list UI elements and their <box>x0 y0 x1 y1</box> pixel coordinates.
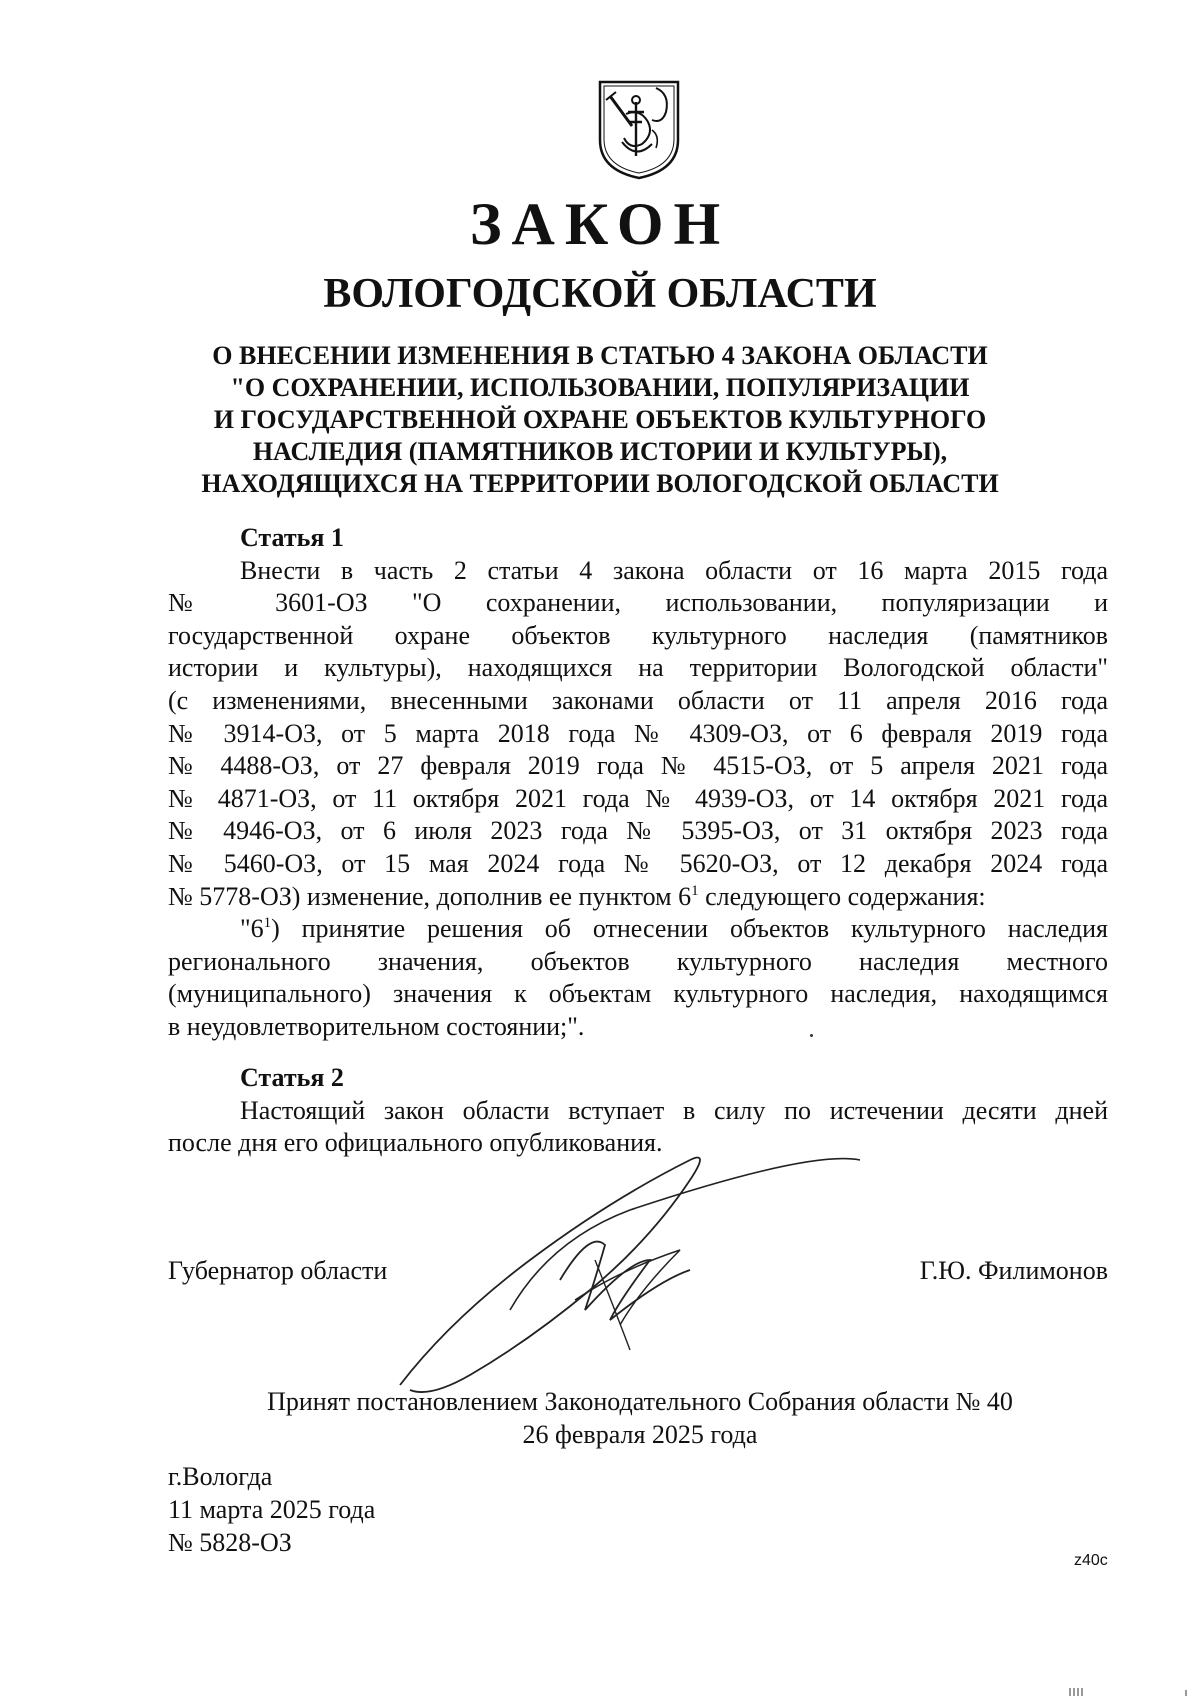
article-1-line: государственной охране объектов культурного наследия (памятников <box>168 620 1108 650</box>
article-1-heading: Статья 1 <box>240 523 344 552</box>
article-1-line <box>168 881 1108 914</box>
article-1-line: № 4488-ОЗ, от 27 февраля 2019 года № 4515-ОЗ, от 5 апреля 2021 года <box>168 751 1108 781</box>
document-code: z40c <box>1074 1552 1108 1569</box>
quote-text <box>240 914 1108 943</box>
article-2-line: после дня его официального опубликования. <box>168 1128 663 1158</box>
article-1-line: № 4946-ОЗ, от 6 июля 2023 года № 5395-ОЗ, от 31 октября 2023 года <box>168 816 1108 846</box>
issue-details <box>168 1460 375 1559</box>
scan-speck <box>810 1034 813 1037</box>
governor-label: Губернатор области <box>168 1256 388 1285</box>
subtitle-line: О ВНЕСЕНИИ ИЗМЕНЕНИЯ В СТАТЬЮ 4 ЗАКОНА ОБЛАСТИ <box>212 341 988 370</box>
document-subtitle <box>150 340 1050 500</box>
subtitle-line: НАСЛЕДИЯ (ПАМЯТНИКОВ ИСТОРИИ И КУЛЬТУРЫ), <box>252 437 948 466</box>
article-1-quote-line: (муниципального) значения к объектам культурного наследия, находящимся <box>168 979 1108 1009</box>
subtitle-line: НАХОДЯЩИХСЯ НА ТЕРРИТОРИИ ВОЛОГОДСКОЙ ОБЛАСТИ <box>201 469 999 498</box>
quote-rest: ) принятие решения об отнесении объектов культурного наследия <box>271 914 1108 944</box>
adoption-note <box>0 1385 1200 1451</box>
article-1-line: № 3601-ОЗ "О сохранении, использовании, популяризации и <box>168 588 1108 618</box>
issue-city: г.Вологда <box>168 1462 273 1491</box>
adoption-date: 26 февраля 2025 года <box>522 1420 758 1449</box>
superscript: 1 <box>691 882 699 899</box>
article-1-quote-line: регионального значения, объектов культурного наследия местного <box>168 946 1108 976</box>
article-1-line: № 3914-ОЗ, от 5 марта 2018 года № 4309-ОЗ, от 6 февраля 2019 года <box>168 718 1108 748</box>
scan-edge-marks <box>1068 1686 1188 1696</box>
article-1 <box>168 522 1108 1044</box>
superscript: 1 <box>263 915 272 932</box>
article-1-line: истории и культуры), находящихся на территории Вологодской области" <box>168 653 1108 683</box>
document-title: ЗАКОН <box>469 191 731 257</box>
article-2 <box>168 1062 1108 1160</box>
article-1-line: № 5460-ОЗ, от 15 мая 2024 года № 5620-ОЗ, от 12 декабря 2024 года <box>168 848 1108 878</box>
adoption-line: Принят постановлением Законодательного Собрания области № 40 <box>267 1387 1013 1416</box>
issue-date: 11 марта 2025 года <box>168 1495 376 1524</box>
signature-row <box>168 1255 1108 1287</box>
article-1-quote-line <box>168 913 1108 946</box>
article-2-heading: Статья 2 <box>240 1063 344 1092</box>
article-1-line-text: следующего содержания: <box>698 881 986 911</box>
article-1-quote-line: в неудовлетворительном состоянии;". <box>168 1011 585 1041</box>
article-2-line: Настоящий закон области вступает в силу по истечении десяти дней <box>240 1095 1108 1125</box>
article-1-line-text: № 5778-ОЗ) изменение, дополнив ее пунктом 6 <box>168 881 692 911</box>
article-1-line: № 4871-ОЗ, от 11 октября 2021 года № 4939-ОЗ, от 14 октября 2021 года <box>168 783 1108 813</box>
issue-number: № 5828-ОЗ <box>168 1528 292 1557</box>
vologda-coat-of-arms-icon <box>596 78 682 182</box>
subtitle-line: И ГОСУДАРСТВЕННОЙ ОХРАНЕ ОБЪЕКТОВ КУЛЬТУРНОГО <box>213 405 987 434</box>
document-region: ВОЛОГОДСКОЙ ОБЛАСТИ <box>323 271 877 317</box>
subtitle-line: "О СОХРАНЕНИИ, ИСПОЛЬЗОВАНИИ, ПОПУЛЯРИЗАЦИИ <box>230 373 970 402</box>
quote-number: "6 <box>240 914 264 944</box>
article-1-line: Внести в часть 2 статьи 4 закона области от 16 марта 2015 года <box>240 555 1108 585</box>
governor-name: Г.Ю. Филимонов <box>919 1256 1108 1285</box>
article-1-line: (с изменениями, внесенными законами области от 11 апреля 2016 года <box>168 685 1108 715</box>
